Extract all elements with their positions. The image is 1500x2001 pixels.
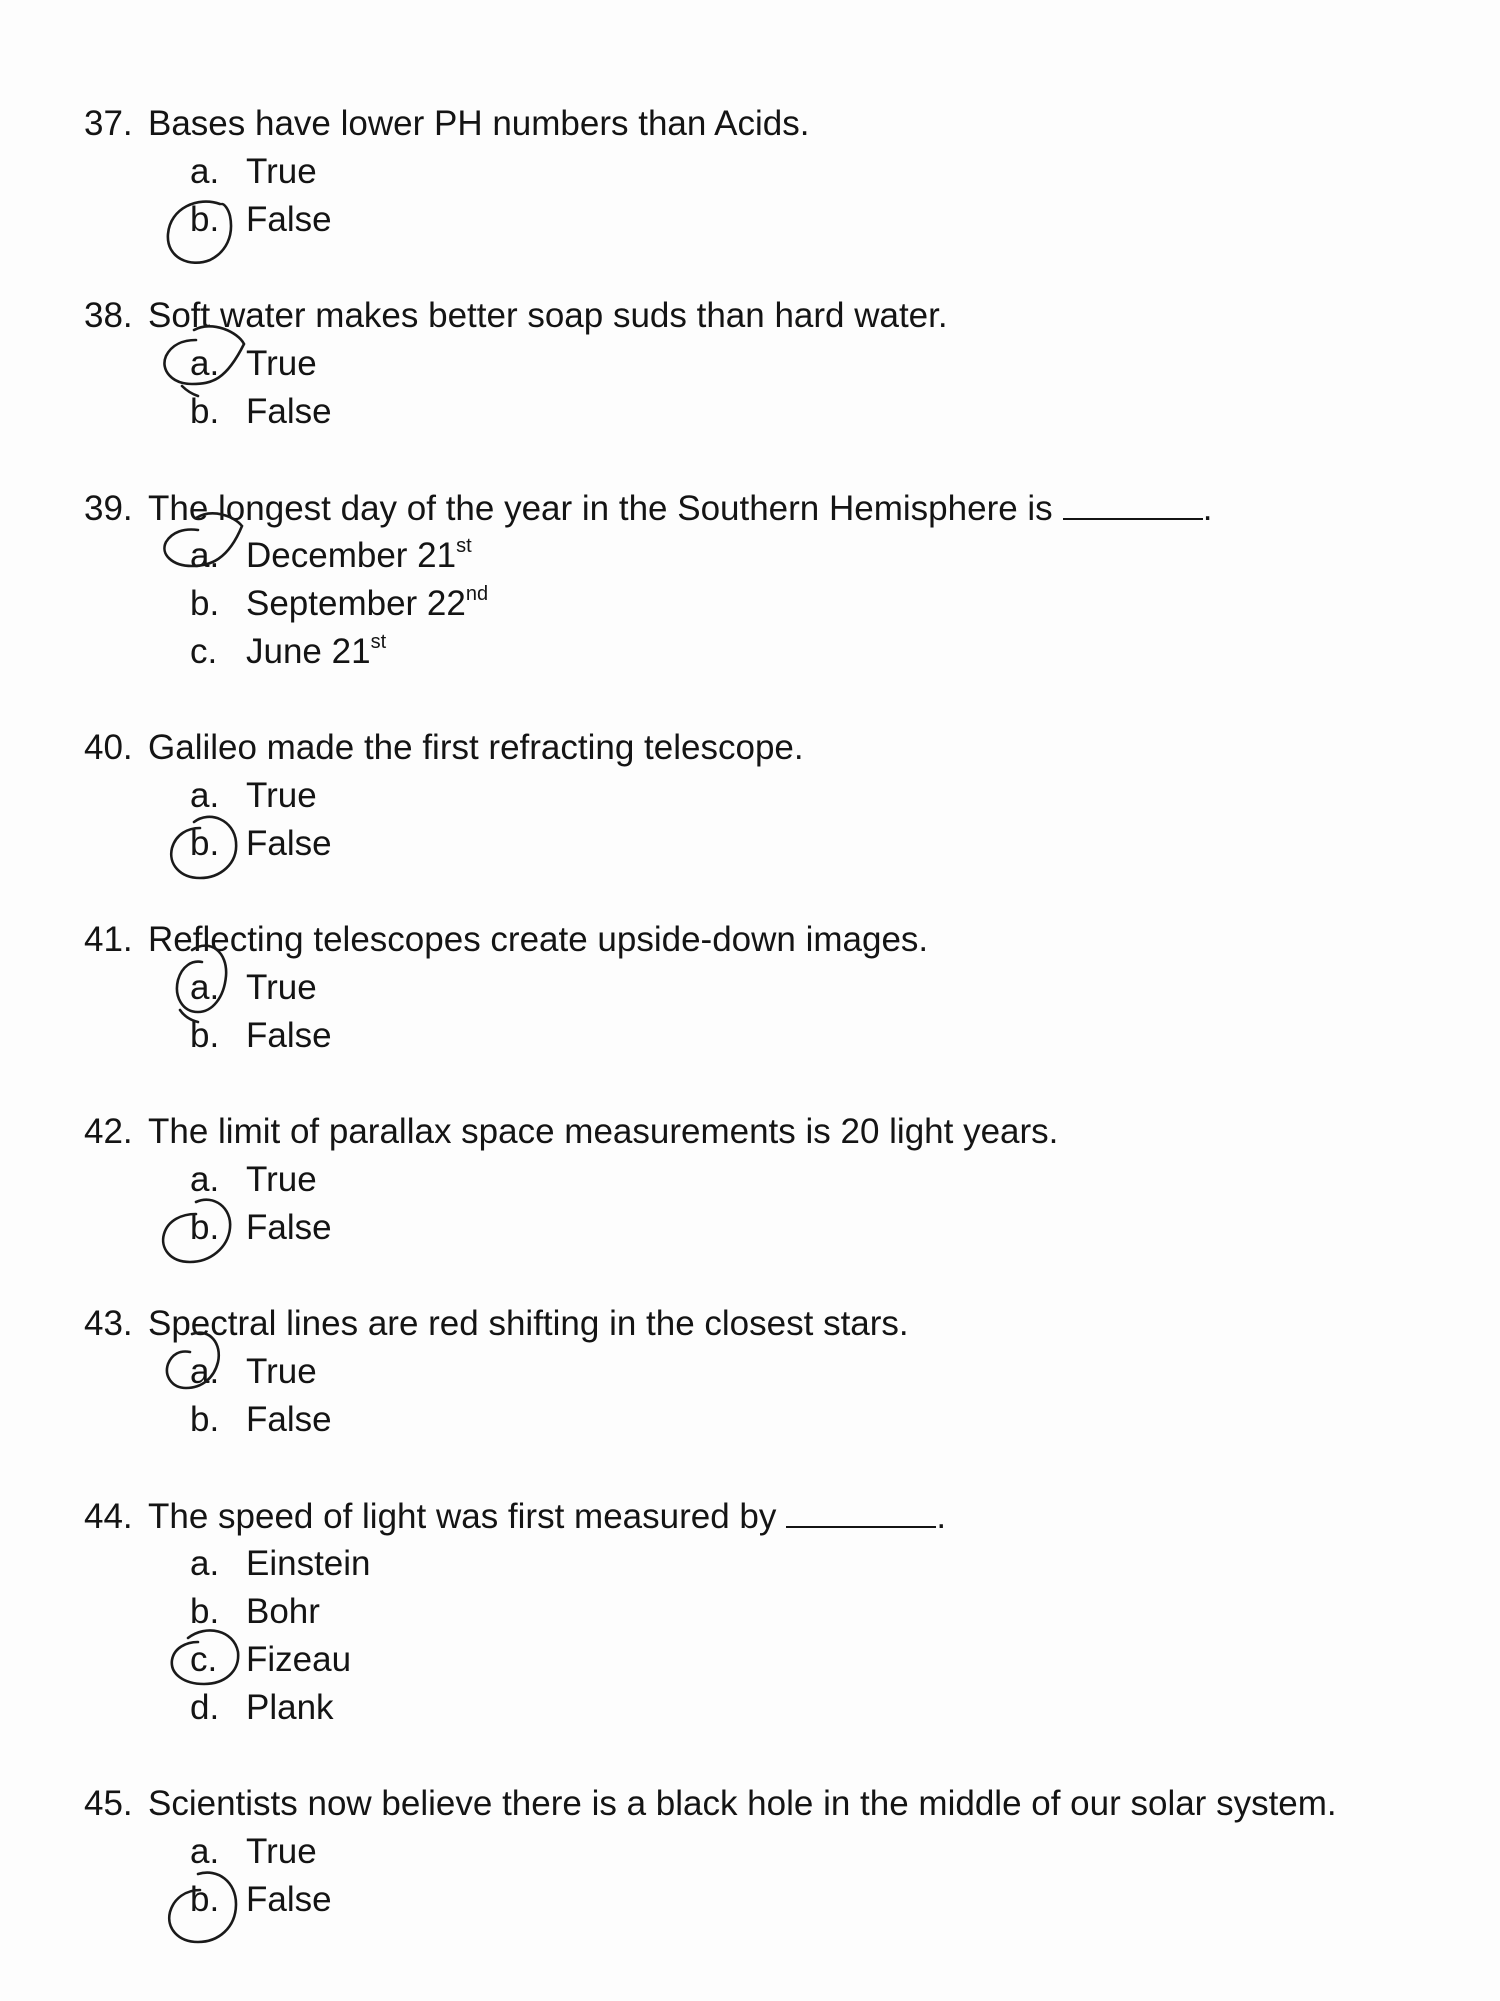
option-text: September 22: [246, 584, 466, 623]
option-text: False: [246, 1208, 332, 1247]
option-text: False: [246, 392, 332, 431]
question-stem: [84, 292, 948, 340]
option-letter: c.: [190, 1640, 218, 1679]
question-number: 45.: [84, 1784, 133, 1823]
option-letter: b.: [190, 1016, 220, 1055]
option-text: June 21: [246, 632, 371, 671]
option-b[interactable]: [190, 1396, 332, 1444]
option-text: True: [246, 344, 317, 383]
question-text: The speed of light was first measured by: [148, 1497, 777, 1536]
option-text: True: [246, 968, 317, 1007]
question-number: 44.: [84, 1497, 133, 1536]
question-text: Spectral lines are red shifting in the closest stars.: [148, 1304, 909, 1343]
option-text: False: [246, 1016, 332, 1055]
question-number: 41.: [84, 920, 133, 959]
question-text: The limit of parallax space measurements is 20 light years.: [148, 1112, 1059, 1151]
option-letter: d.: [190, 1688, 220, 1727]
option-text: True: [246, 152, 317, 191]
option-a[interactable]: [190, 1348, 317, 1396]
ordinal-suffix: nd: [465, 583, 489, 606]
option-letter: b.: [190, 824, 220, 863]
question-text: Galileo made the first refracting telescope.: [148, 728, 804, 767]
ordinal-suffix: st: [370, 631, 387, 654]
option-letter: b.: [190, 392, 220, 431]
answer-blank[interactable]: [786, 1492, 936, 1528]
option-text: False: [246, 824, 332, 863]
question-number: 43.: [84, 1304, 133, 1343]
option-letter: b.: [190, 1208, 220, 1247]
option-text: True: [246, 776, 317, 815]
option-a[interactable]: [190, 148, 317, 196]
question-stem: 39. The longest day of the year in the Southern Hemisphere is .: [84, 484, 1212, 532]
option-letter: b.: [190, 584, 220, 623]
option-text: False: [246, 1400, 332, 1439]
question-stem: [84, 1108, 1058, 1156]
option-c[interactable]: [190, 1636, 351, 1684]
option-text: Bohr: [246, 1592, 320, 1631]
option-b[interactable]: [190, 388, 332, 436]
ordinal-suffix: st: [456, 535, 472, 558]
option-text: True: [246, 1832, 317, 1871]
option-b[interactable]: [190, 820, 332, 868]
option-text: Plank: [246, 1688, 334, 1727]
question-stem: 44. The speed of light was first measured by .: [84, 1492, 946, 1540]
question-number: 38.: [84, 296, 133, 335]
option-c[interactable]: [190, 628, 386, 676]
question-stem: [84, 916, 928, 964]
option-a[interactable]: [190, 964, 317, 1012]
option-letter: a.: [190, 1832, 220, 1871]
option-letter: a.: [190, 1160, 220, 1199]
option-text: Einstein: [246, 1544, 371, 1583]
question-stem: [84, 724, 804, 772]
option-d[interactable]: [190, 1684, 334, 1732]
option-a[interactable]: [190, 1828, 317, 1876]
question-number: 37.: [84, 104, 133, 143]
option-text: Fizeau: [246, 1640, 352, 1679]
option-a[interactable]: [190, 532, 472, 580]
option-b[interactable]: [190, 1588, 320, 1636]
option-letter: a.: [190, 776, 220, 815]
question-number: 39.: [84, 489, 133, 528]
option-a[interactable]: [190, 1156, 317, 1204]
option-b[interactable]: [190, 196, 332, 244]
option-b[interactable]: [190, 580, 488, 628]
question-text: Soft water makes better soap suds than hard water.: [148, 296, 948, 335]
option-text: False: [246, 1880, 332, 1919]
option-text: True: [246, 1352, 317, 1391]
option-letter: a.: [190, 1352, 220, 1391]
option-letter: b.: [190, 1592, 220, 1631]
option-letter: a.: [190, 1544, 220, 1583]
option-letter: a.: [190, 344, 220, 383]
option-letter: a.: [190, 968, 220, 1007]
question-stem: [84, 100, 809, 148]
question-stem: [84, 1780, 1337, 1828]
option-a[interactable]: [190, 340, 317, 388]
option-b[interactable]: [190, 1876, 332, 1924]
question-stem: [84, 1300, 909, 1348]
question-text: Scientists now believe there is a black hole in the middle of our solar system.: [148, 1784, 1337, 1823]
option-letter: b.: [190, 1880, 220, 1919]
option-b[interactable]: [190, 1012, 332, 1060]
question-text: Bases have lower PH numbers than Acids.: [148, 104, 810, 143]
option-letter: c.: [190, 632, 218, 671]
answer-blank[interactable]: [1063, 484, 1203, 520]
option-text: True: [246, 1160, 317, 1199]
question-text: Reflecting telescopes create upside-down images.: [148, 920, 929, 959]
option-letter: b.: [190, 1400, 220, 1439]
option-b[interactable]: [190, 1204, 332, 1252]
option-letter: a.: [190, 152, 220, 191]
option-letter: b.: [190, 200, 220, 239]
option-text: December 21: [246, 536, 457, 575]
option-letter: a.: [190, 536, 220, 575]
option-text: False: [246, 200, 332, 239]
option-a[interactable]: [190, 772, 317, 820]
question-number: 42.: [84, 1112, 133, 1151]
question-number: 40.: [84, 728, 133, 767]
option-a[interactable]: [190, 1540, 371, 1588]
question-text: The longest day of the year in the Southern Hemisphere is: [148, 489, 1053, 528]
